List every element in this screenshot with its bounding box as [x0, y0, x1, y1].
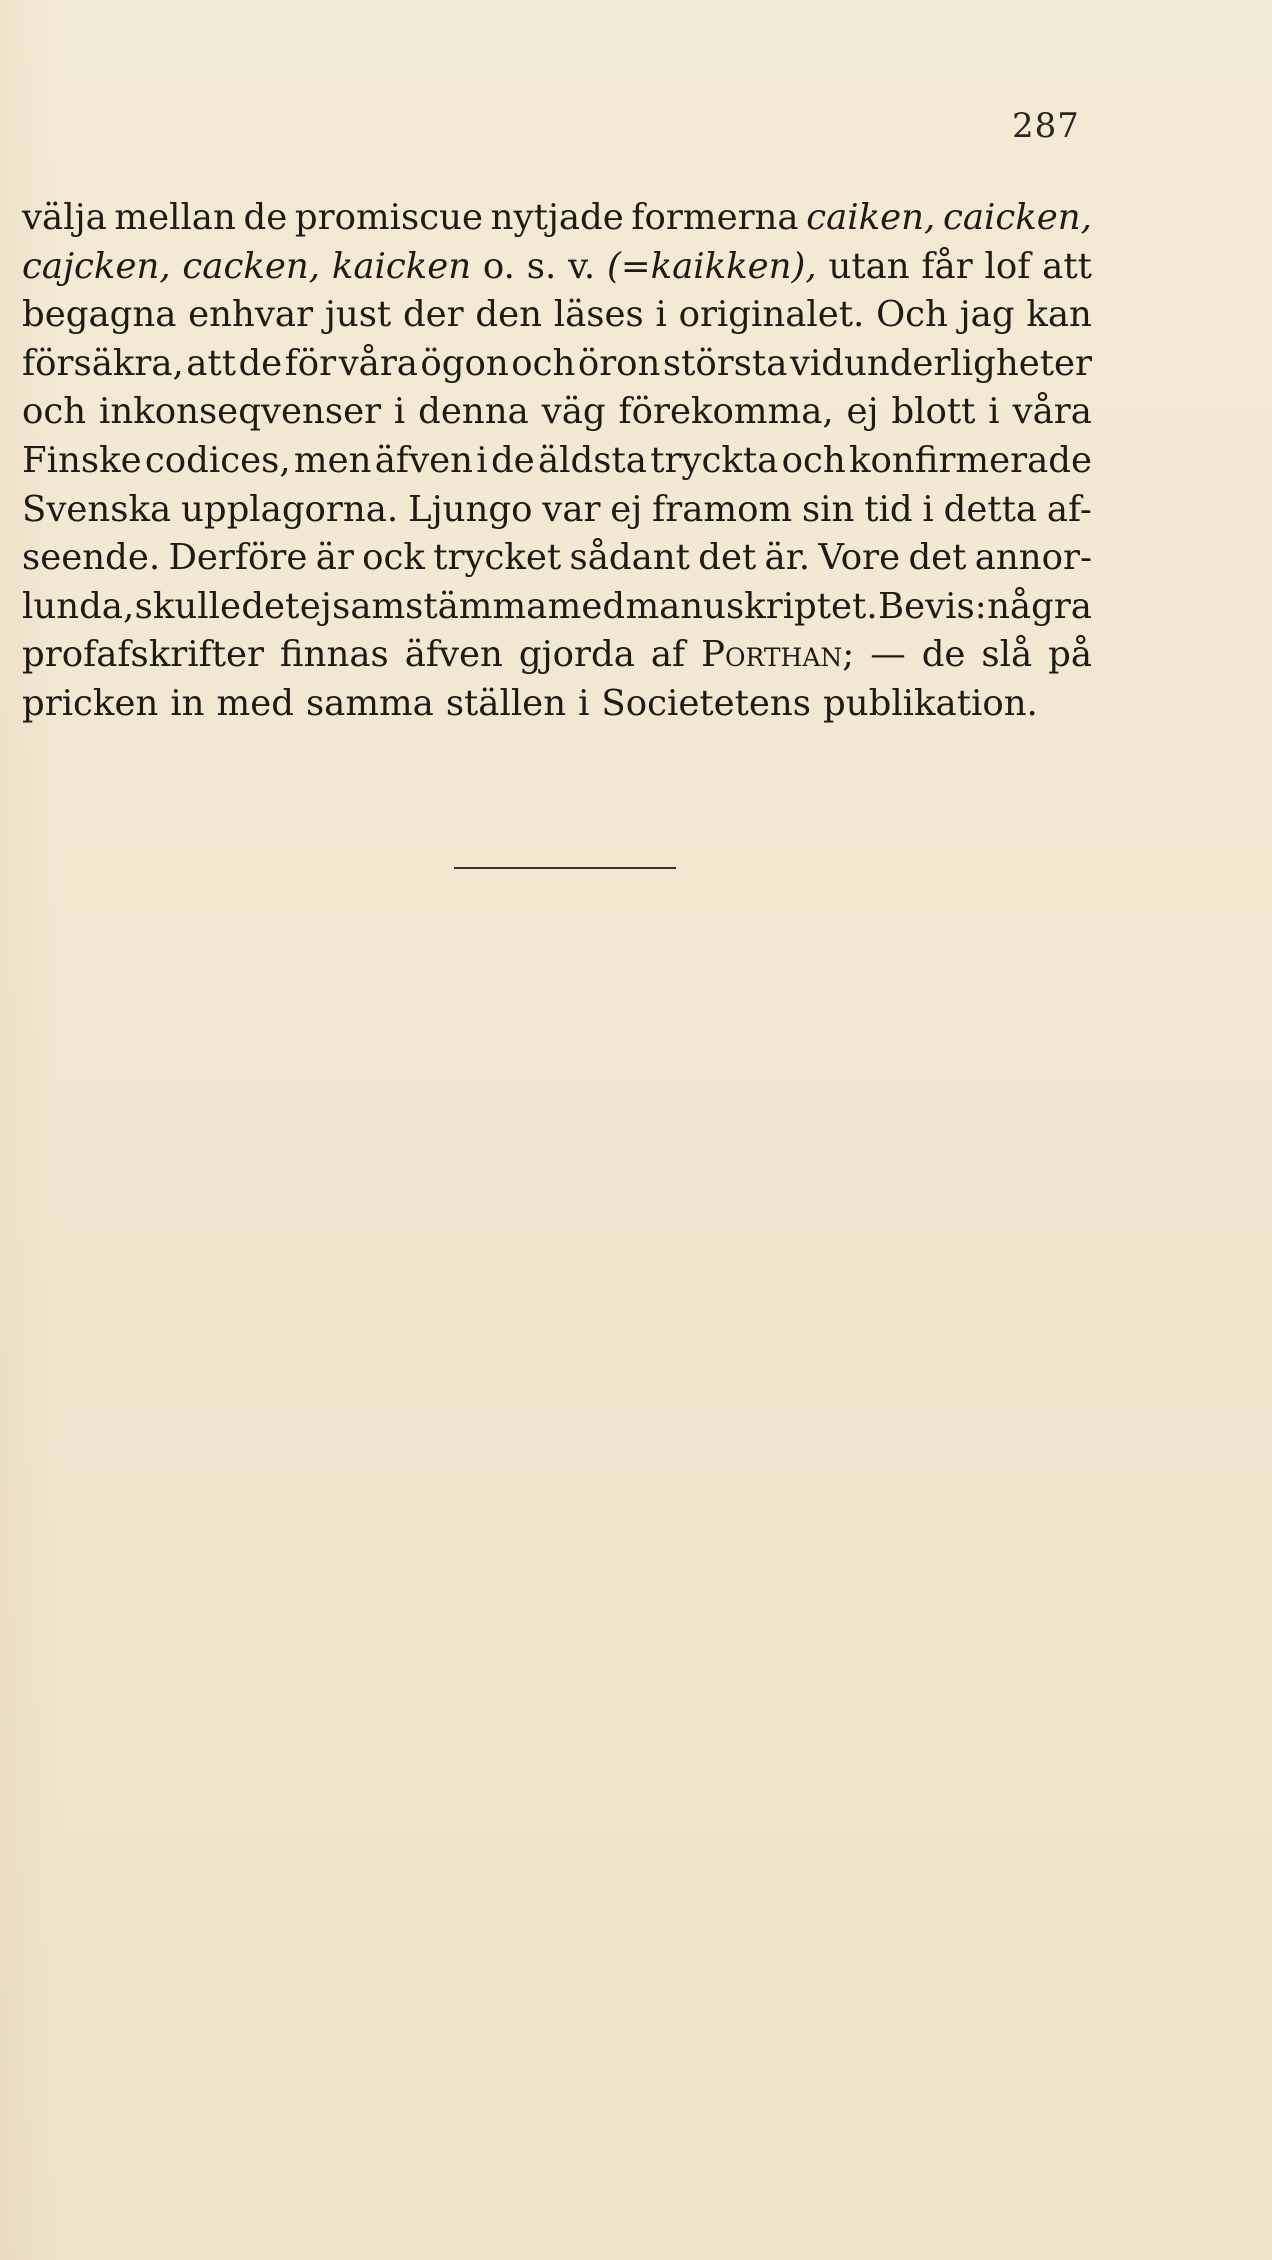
word: Derföre: [168, 537, 308, 579]
word: finnas: [279, 634, 389, 676]
word: vidunderligheter: [789, 342, 1092, 384]
word: publikation.: [823, 682, 1038, 724]
word: framom: [652, 488, 793, 530]
word: de: [921, 634, 966, 676]
word: den: [475, 294, 543, 336]
text-line: [22, 437, 1092, 486]
word: att: [1042, 245, 1092, 287]
word: öron: [577, 342, 661, 384]
word: lunda,: [22, 585, 135, 627]
word: konfirmerade: [849, 439, 1092, 481]
word: ögon: [420, 342, 509, 384]
text-line: [22, 340, 1092, 389]
word: gjorda: [518, 634, 635, 676]
word: af: [650, 634, 686, 676]
word: sådant: [569, 537, 690, 579]
word: i: [393, 391, 406, 433]
word: seende.: [22, 537, 161, 579]
word: väg: [541, 391, 606, 433]
word: välja: [22, 197, 107, 238]
word: ej: [846, 391, 879, 433]
text-line: [22, 388, 1092, 437]
text-line: [22, 291, 1092, 340]
word: (=kaikken),: [607, 245, 817, 287]
word: äldsta: [537, 439, 647, 481]
word: Och: [876, 294, 948, 336]
word: sin: [801, 488, 855, 530]
word: kan: [1026, 294, 1092, 336]
word: och: [511, 342, 576, 384]
word: detta: [943, 488, 1038, 530]
word: blott: [891, 391, 976, 433]
body-paragraph: [22, 194, 1092, 729]
word: caicken,: [943, 197, 1092, 238]
word: var: [542, 488, 601, 530]
word: de: [243, 197, 288, 238]
word: o.: [482, 245, 515, 287]
word: promiscue: [294, 197, 483, 238]
word: nytjade: [490, 197, 624, 238]
word: förekomma,: [618, 391, 834, 433]
word: och: [22, 391, 87, 433]
word: caiken,: [806, 197, 936, 238]
word: Societetens: [601, 682, 811, 724]
word: Svenska: [22, 488, 172, 530]
word: s.: [526, 245, 557, 287]
word: cacken,: [182, 245, 321, 287]
word: utan: [828, 245, 910, 287]
word: samstämma: [332, 585, 548, 627]
word: just: [324, 294, 392, 336]
page-number: 287: [1012, 106, 1080, 146]
word: är: [315, 537, 354, 579]
word: det: [908, 537, 967, 579]
word: men: [293, 439, 372, 481]
word: på: [1048, 634, 1092, 676]
word: läses: [553, 294, 644, 336]
word: annor-: [974, 537, 1092, 579]
word: får: [921, 245, 973, 287]
word: der: [402, 294, 464, 336]
word: formerna: [631, 197, 799, 238]
word: ej: [610, 488, 643, 530]
text-line: [22, 583, 1092, 632]
word: det: [241, 585, 300, 627]
word: upplagorna.: [180, 488, 399, 530]
word: våra: [338, 342, 418, 384]
word: Ljungo: [408, 488, 533, 530]
word: tid: [864, 488, 913, 530]
word: profafskrifter: [22, 634, 264, 676]
text-line: [22, 534, 1092, 583]
word: Bevis:: [878, 585, 987, 627]
word: äfven: [404, 634, 503, 676]
word: att: [186, 342, 236, 384]
word: och: [781, 439, 846, 481]
word: det: [698, 537, 757, 579]
word: de: [490, 439, 535, 481]
word: lof: [984, 245, 1031, 287]
word: i: [988, 391, 1000, 433]
word: enhvar: [188, 294, 314, 336]
word: cajcken,: [22, 245, 171, 287]
word: största: [662, 342, 788, 384]
word: med: [547, 585, 626, 627]
text-line: [22, 243, 1092, 292]
word: mellan: [114, 197, 236, 238]
word: i: [578, 682, 590, 724]
word: för: [284, 342, 337, 384]
word: i: [476, 439, 488, 481]
word: tryckta: [650, 439, 779, 481]
word: de: [238, 342, 283, 384]
section-divider: [454, 867, 676, 869]
word: ock: [362, 537, 425, 579]
text-line: [22, 631, 1092, 680]
word: Vore: [818, 537, 901, 579]
text-line: [22, 680, 1092, 729]
text-line: [22, 486, 1092, 535]
word: samma: [305, 682, 434, 724]
word: in: [170, 682, 205, 724]
word: ej: [299, 585, 332, 627]
word: äfven: [374, 439, 473, 481]
word: med: [216, 682, 294, 724]
word: manuskriptet.: [625, 585, 878, 627]
word: inkonseqvenser: [99, 391, 382, 433]
word: af-: [1046, 488, 1092, 530]
word: slå: [981, 634, 1033, 676]
word: våra: [1012, 391, 1092, 433]
word: denna: [418, 391, 529, 433]
word: i: [655, 294, 667, 336]
word: trycket: [433, 537, 562, 579]
word: Finske: [22, 439, 142, 481]
word: pricken: [22, 682, 159, 724]
word: några: [987, 585, 1092, 627]
word: är.: [764, 537, 811, 579]
word: försäkra,: [22, 342, 184, 384]
word: jag: [959, 294, 1015, 336]
word: v.: [568, 245, 596, 287]
word: kaicken: [331, 245, 472, 287]
word: —: [870, 634, 906, 676]
word: codices,: [144, 439, 291, 481]
word: i: [922, 488, 934, 530]
text-line: [22, 194, 1092, 243]
word: begagna: [22, 294, 177, 336]
word: originalet.: [678, 294, 865, 336]
word: skulle: [134, 585, 241, 627]
word: Porthan;: [701, 634, 855, 676]
word: ställen: [445, 682, 567, 724]
